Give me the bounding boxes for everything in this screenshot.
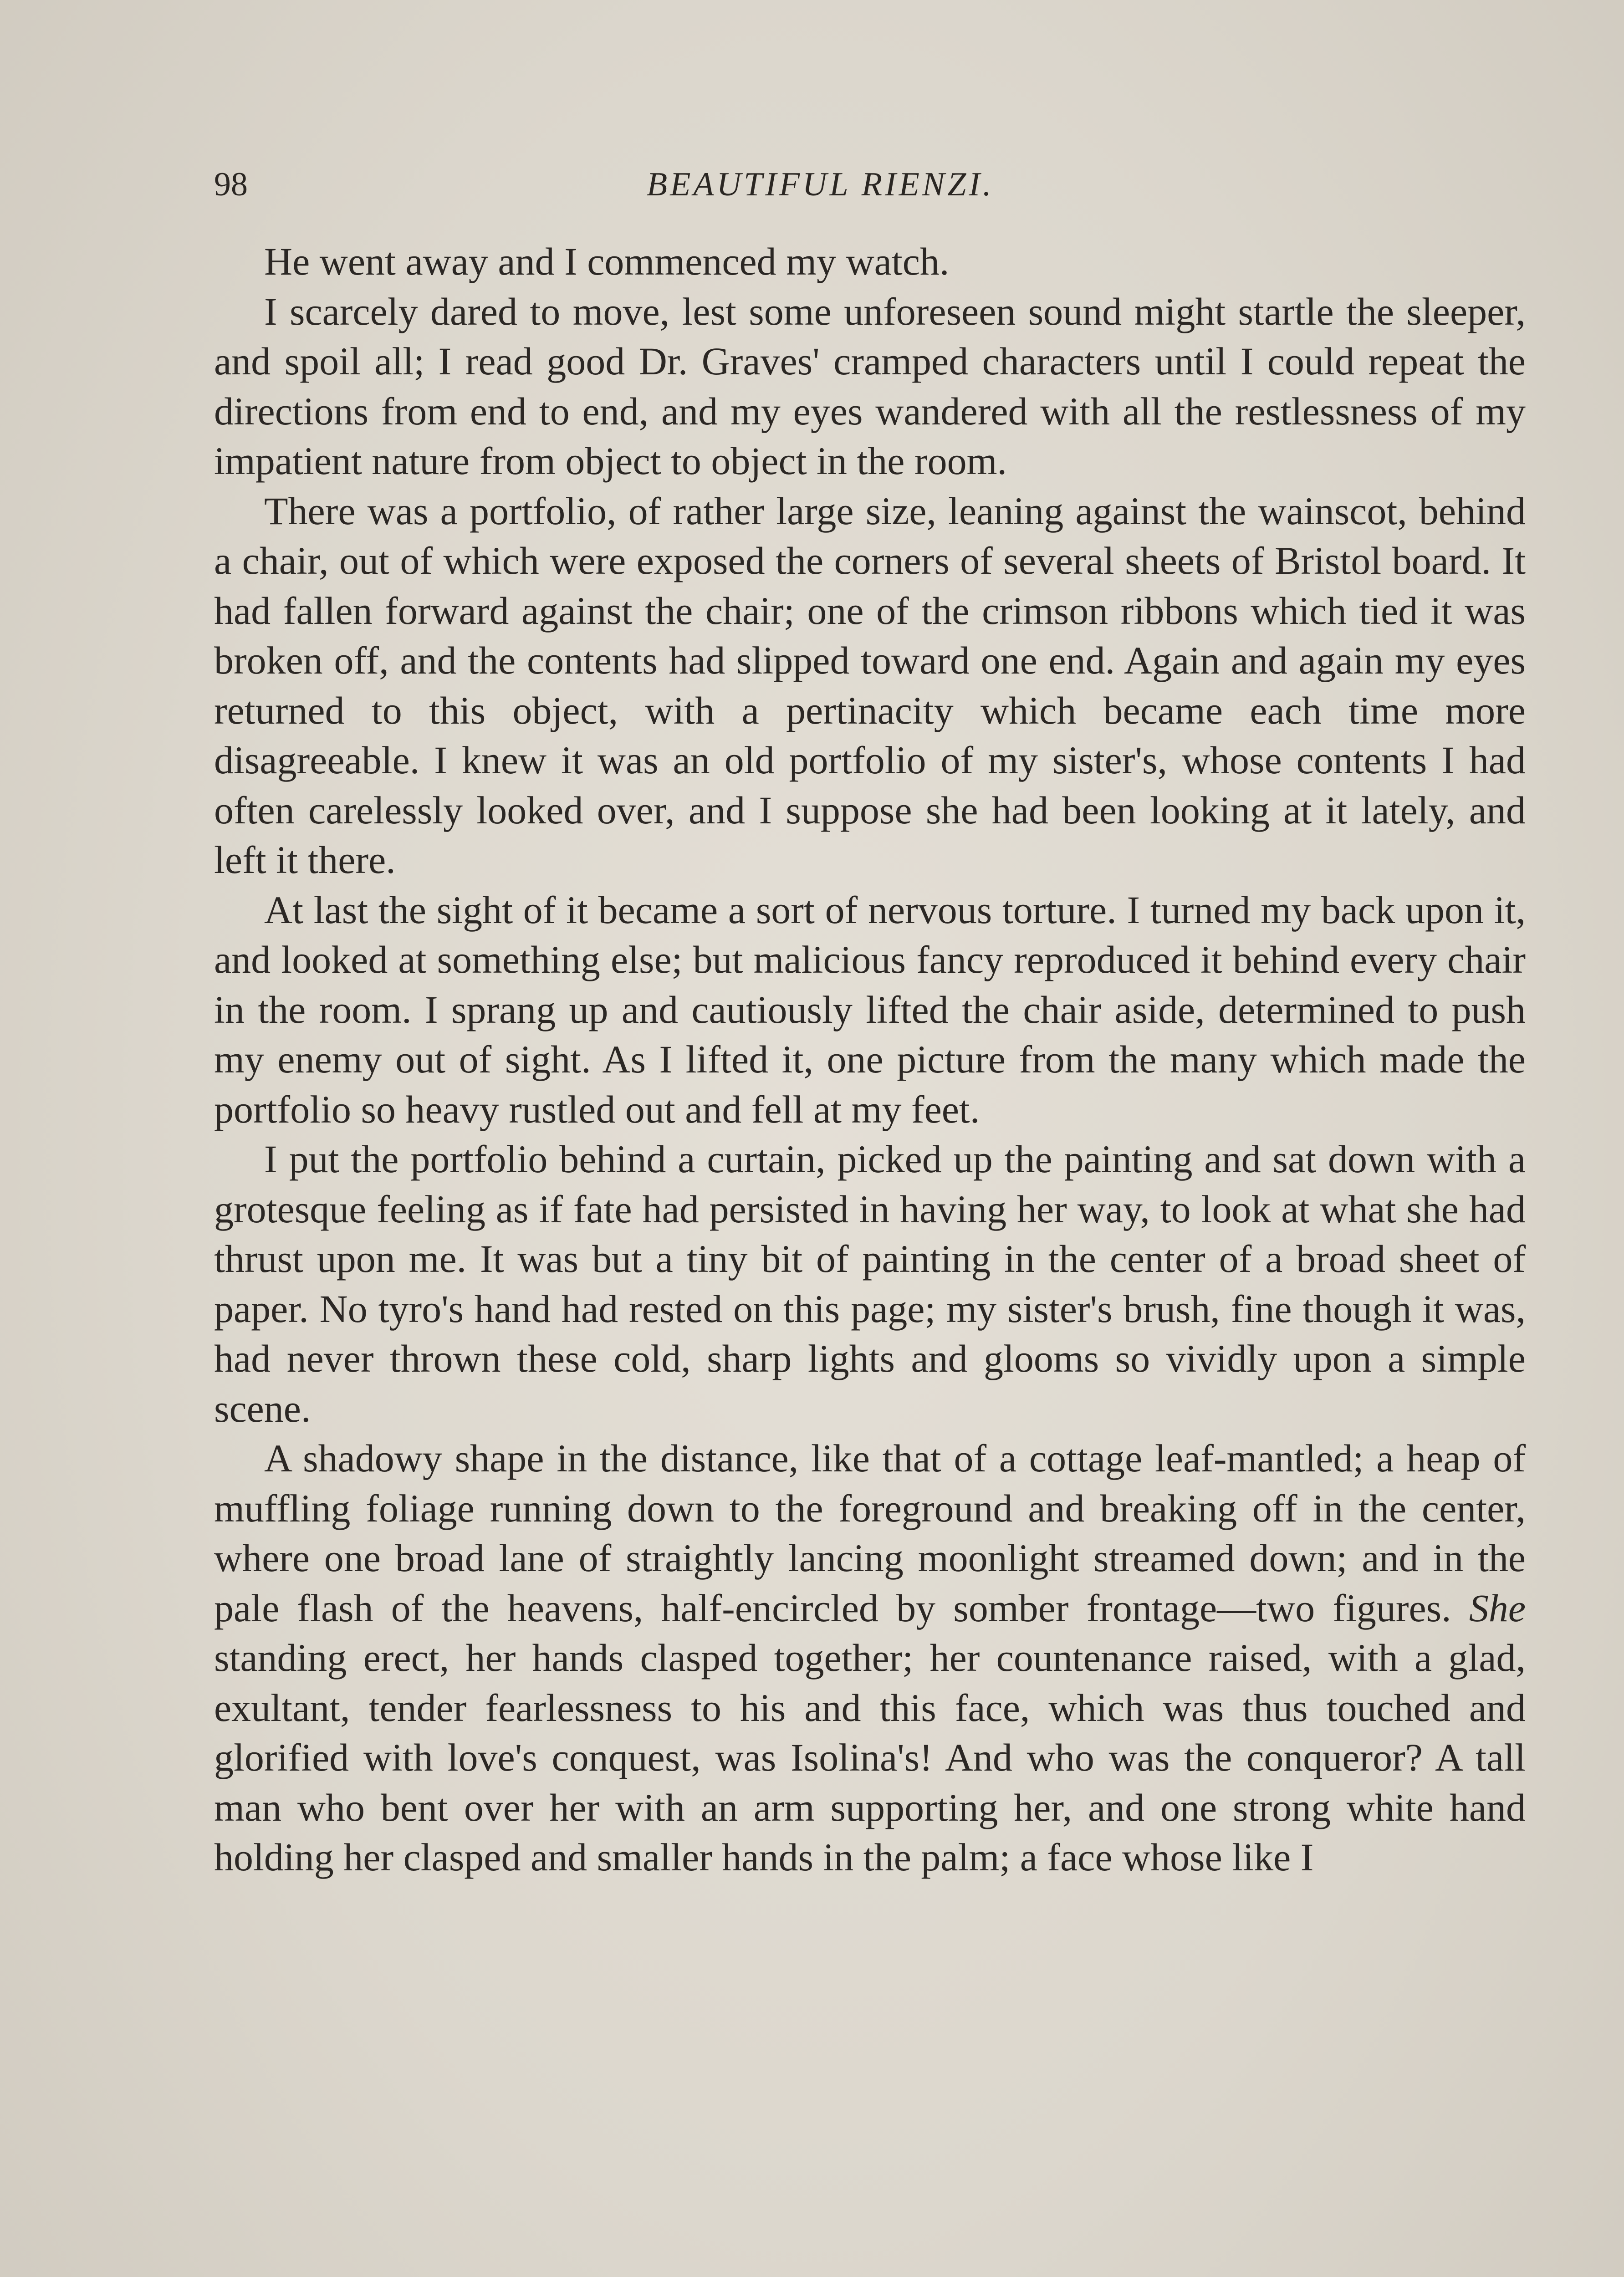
italic-word: She bbox=[1469, 1586, 1526, 1630]
page-number: 98 bbox=[214, 166, 248, 203]
paragraph: I scarcely dared to move, lest some unforeseen sound might startle the sleeper, and spoil all; I read good Dr. Graves' cramped characters until I could repeat the directions from end to end, and my eyes wandered with all the restlessness of my impatient nature from object to object in the room. bbox=[214, 289, 1526, 483]
paragraph-text: A shadowy shape in the distance, like that of a cottage leaf-mantled; a heap of muffling foliage running down to the foreground and breaking off in the center, where one broad lane of straightly lancing moonlight streamed down; and in the pale flash of the heavens, half-encircled by somber frontage—two figures. bbox=[214, 1436, 1526, 1630]
paragraph-text: standing erect, her hands clasped together; her countenance raised, with a glad, exultant, tender fearlessness to his and this face, which was thus touched and glorified with love's conquest, was Isolina's! And who was the conqueror? A tall man who bent over her with an arm supporting her, and one strong white hand holding her clasped and smaller hands in the palm; a face whose like I bbox=[214, 1636, 1526, 1879]
paragraph: There was a portfolio, of rather large size, leaning against the wainscot, behind a chair, out of which were exposed the corners of several sheets of Bristol board. It had fallen forward against the chair; one of the crimson ribbons which tied it was broken off, and the contents had slipped toward one end. Again and again my eyes returned to this object, with a pertinacity which became each time more disagreeable. I knew it was an old portfolio of my sister's, whose contents I had often carelessly looked over, and I suppose she had been looking at it lately, and left it there. bbox=[214, 489, 1526, 882]
paragraph: At last the sight of it became a sort of nervous torture. I turned my back upon it, and looked at something else; but malicious fancy reproduced it behind every chair in the room. I sprang up and cautiously lifted the chair aside, determined to push my enemy out of sight. As I lifted it, one picture from the many which made the portfolio so heavy rustled out and fell at my feet. bbox=[214, 888, 1526, 1131]
paragraph: He went away and I commenced my watch. bbox=[264, 240, 950, 283]
paragraph bbox=[214, 1434, 1526, 1883]
body-text bbox=[214, 237, 1526, 2277]
paragraph: I put the portfolio behind a curtain, picked up the painting and sat down with a grotesque feeling as if fate had persisted in having her way, to look at what she had thrust upon me. It was but a tiny bit of painting in the center of a broad sheet of paper. No tyro's hand had rested on this page; my sister's brush, fine though it was, had never thrown these cold, sharp lights and glooms so vividly upon a simple scene. bbox=[214, 1137, 1526, 1430]
running-title: BEAUTIFUL RIENZI. bbox=[647, 166, 994, 203]
page-header bbox=[214, 159, 1535, 209]
